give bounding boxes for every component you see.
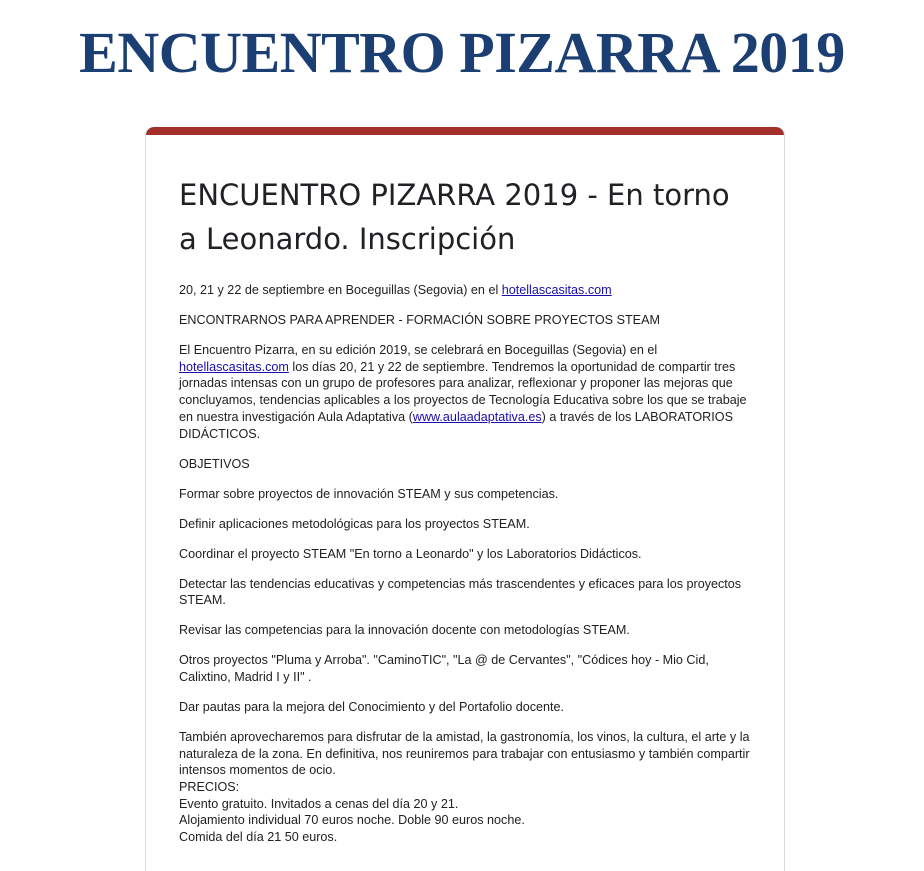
objective-item: Definir aplicaciones metodológicas para los proyectos STEAM. xyxy=(179,516,530,531)
form-description xyxy=(179,282,759,846)
objetivos-heading: OBJETIVOS xyxy=(179,456,250,471)
event-dates-paragraph xyxy=(179,282,759,299)
tagline-paragraph: ENCONTRARNOS PARA APRENDER - FORMACIÓN SOBRE PROYECTOS STEAM xyxy=(179,313,660,327)
objective-item: Revisar las competencias para la innovación docente con metodologías STEAM. xyxy=(179,623,630,638)
price-item: Comida del día 21 50 euros. xyxy=(179,830,338,845)
banner-title: ENCUENTRO PIZARRA 2019 xyxy=(79,20,845,85)
objective-item: Formar sobre proyectos de innovación STEAM y sus competencias. xyxy=(179,486,559,501)
intro-text-b: los días 20, 21 y 22 de septiembre. Tendremos la oportunidad de compartir tres jornadas intensas con un grupo de profesores para analizar, reflexionar y proponer las mejoras que concluyamos, tendencias aplicables a los proyectos de Tecnología Educativa sobre los que se trabaje en nuestra investigación Aula Adaptativa ( xyxy=(179,359,747,424)
intro-paragraph xyxy=(179,342,759,442)
closing-paragraph: También aprovecharemos para disfrutar de la amistad, la gastronomía, los vinos, la cultura, el arte y la naturaleza de la zona. En definitiva, nos reuniremos para trabajar con entusiasmo y también compartir intensos momentos de ocio. xyxy=(179,729,750,778)
intro-text-a: El Encuentro Pizarra, en su edición 2019, se celebrará en Boceguillas (Segovia) en el xyxy=(179,343,658,357)
intro-text-c: ) a través de los LABORATORIOS DIDÁCTICOS. xyxy=(179,409,733,441)
price-item: Alojamiento individual 70 euros noche. Doble 90 euros noche. xyxy=(179,813,525,828)
price-item: Evento gratuito. Invitados a cenas del día 20 y 21. xyxy=(179,796,459,811)
hotel-link[interactable]: hotellascasitas.com xyxy=(501,283,612,297)
aula-adaptativa-link[interactable]: www.aulaadaptativa.es xyxy=(412,409,542,424)
objective-item: Coordinar el proyecto STEAM "En torno a Leonardo" y los Laboratorios Didácticos. xyxy=(179,546,642,561)
form-card-accent-bar xyxy=(146,127,784,135)
objective-item: Otros proyectos "Pluma y Arroba". "CaminoTIC", "La @ de Cervantes", "Códices hoy - Mio Cid, Calixtino, Madrid I y II" . xyxy=(179,653,709,684)
form-title: ENCUENTRO PIZARRA 2019 - En torno a Leonardo. Inscripción xyxy=(179,178,730,256)
hotel-link-inline[interactable]: hotellascasitas.com xyxy=(179,359,289,374)
precios-heading: PRECIOS: xyxy=(179,780,240,795)
objective-item: Detectar las tendencias educativas y competencias más trascendentes y eficaces para los proyectos STEAM. xyxy=(179,576,742,608)
event-dates-text: 20, 21 y 22 de septiembre en Boceguillas (Segovia) en el xyxy=(179,283,502,297)
objective-item: Dar pautas para la mejora del Conocimiento y del Portafolio docente. xyxy=(179,699,565,714)
